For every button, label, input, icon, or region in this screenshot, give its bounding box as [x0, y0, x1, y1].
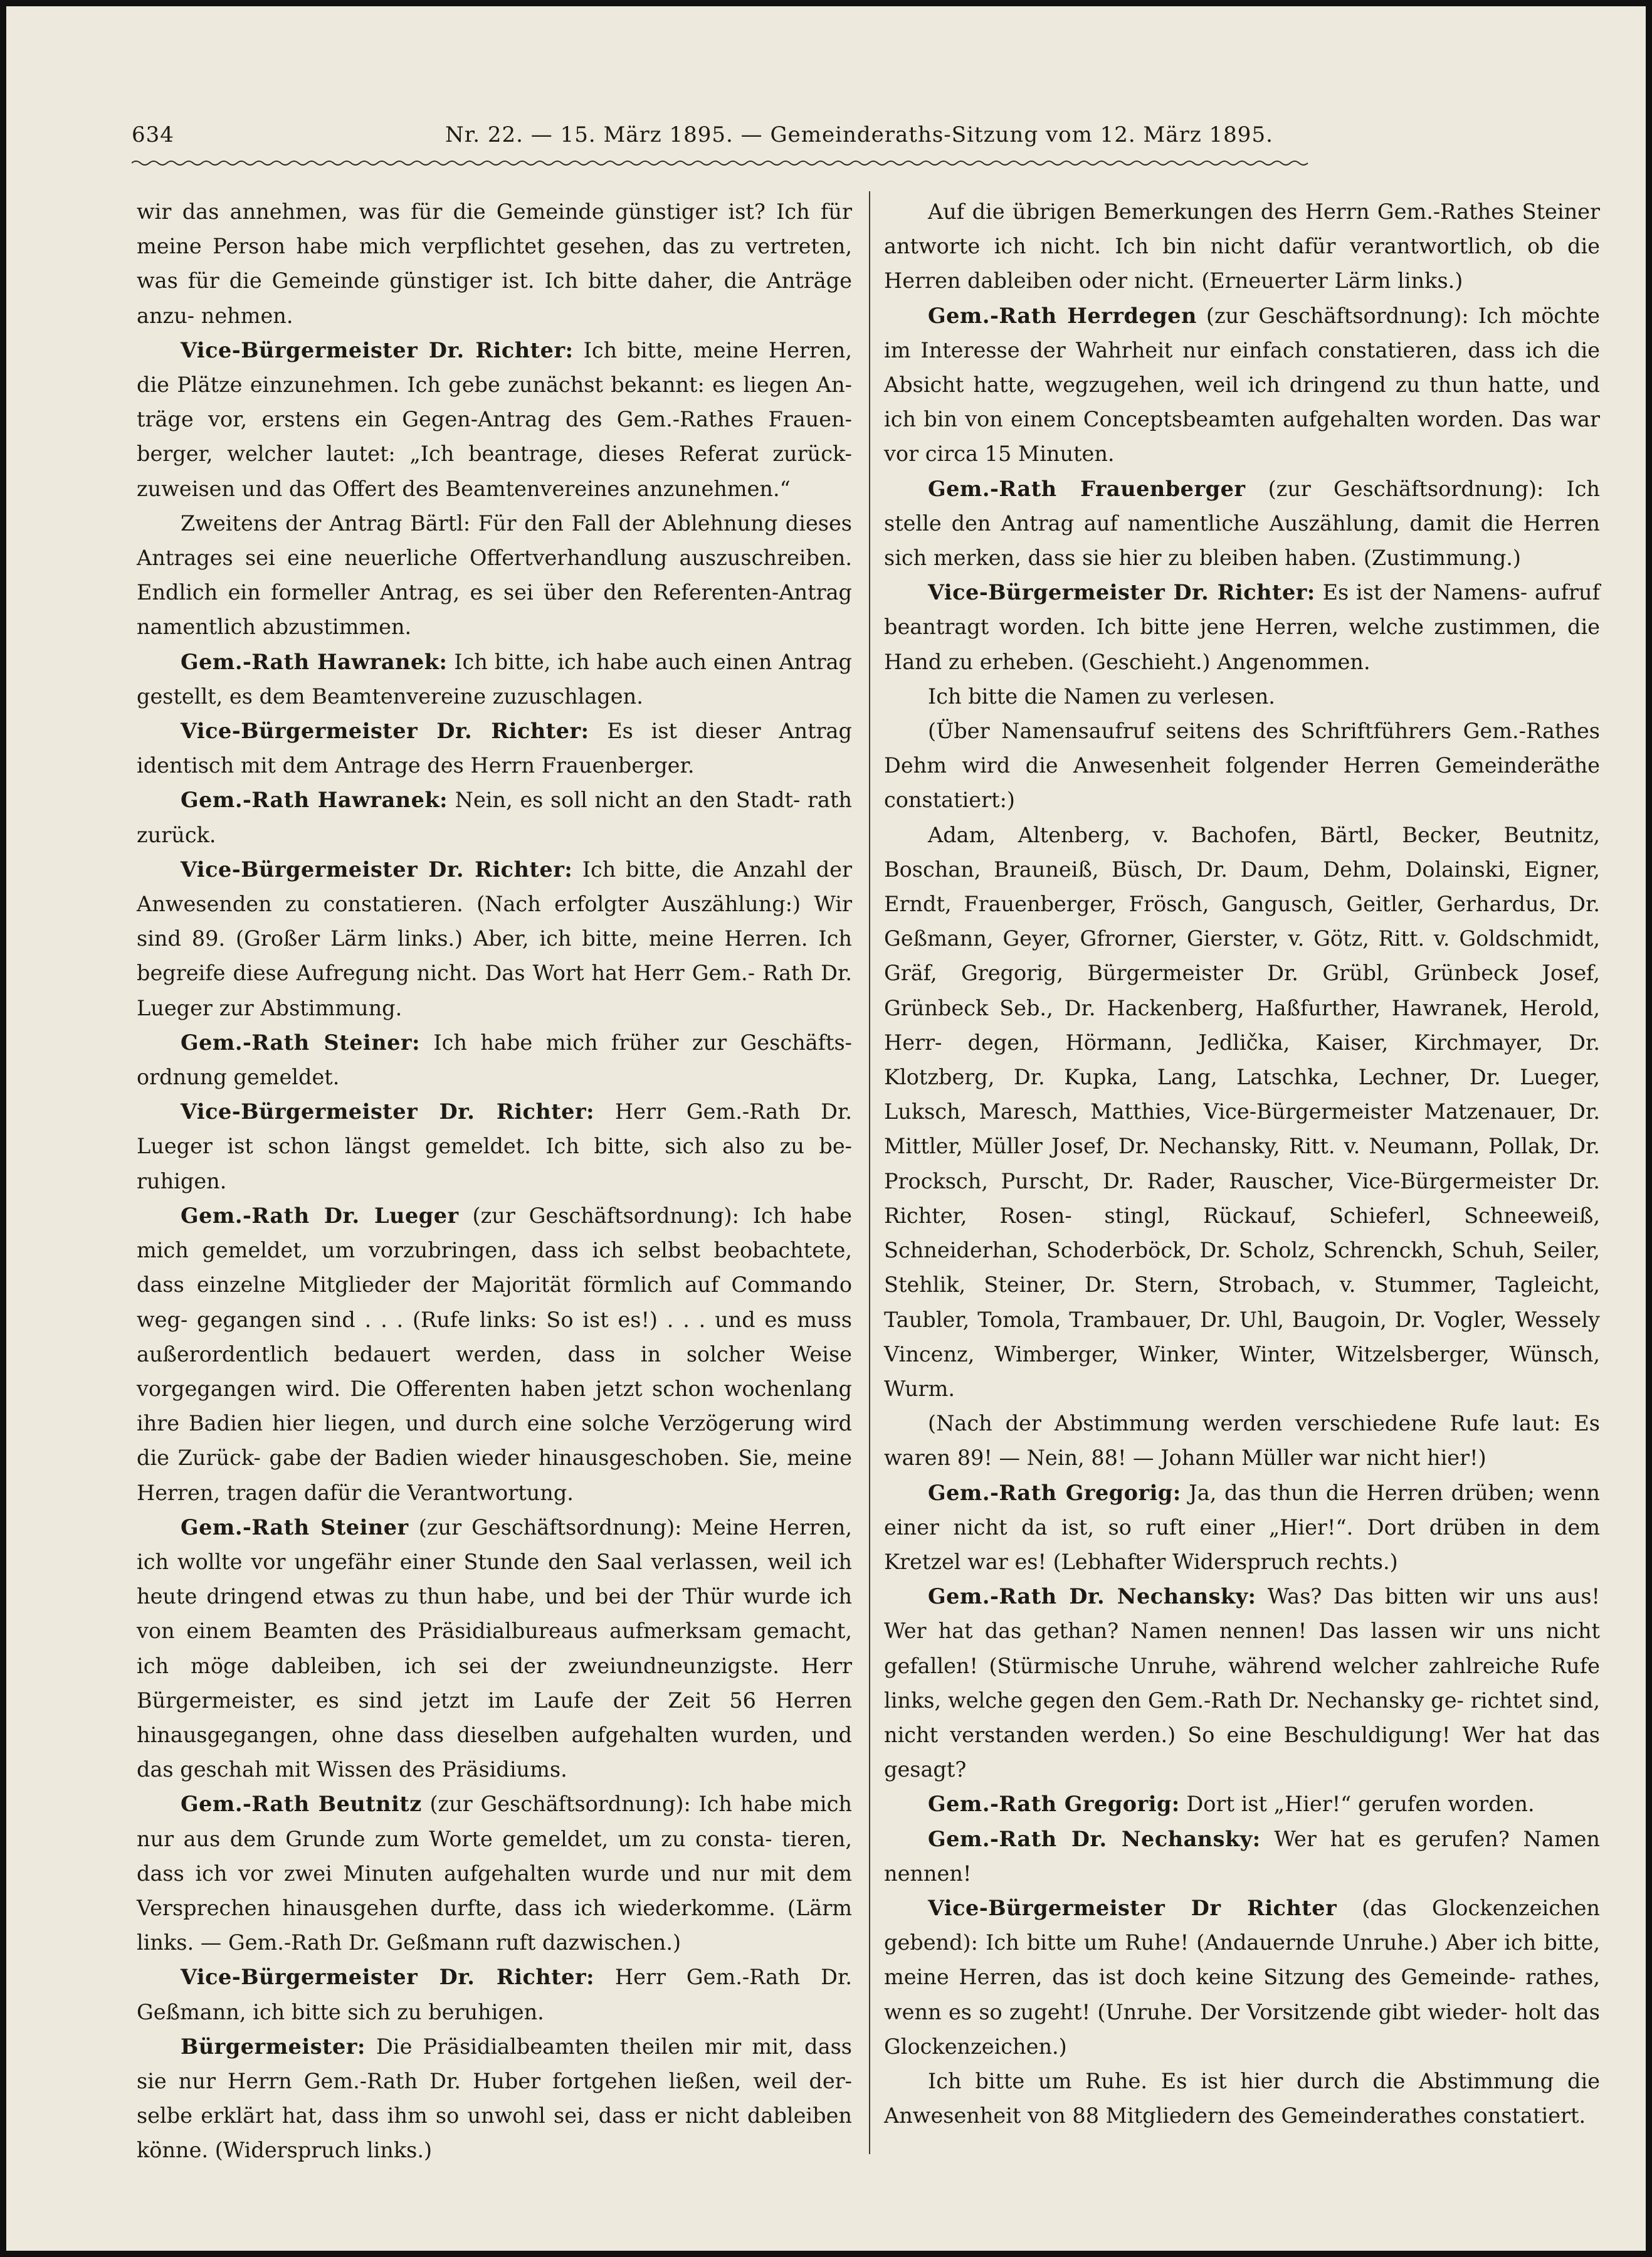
- paragraph-text: (Nach der Abstimmung werden verschiedene Rufe laut: Es waren 89! — Nein, 88! — Johann Müller war nicht hier!): [884, 1411, 1600, 1471]
- paragraph-text: Ich bitte, meine Herren, die Plätze einzunehmen. Ich gebe zunächst bekannt: es liegen An- träge vor, erstens ein Gegen-Antrag des Gem.-Rathes Frauen- berger, welcher lautet: „Ich beantrage, dieses Referat zurück- zuweisen und das Offert des Beamtenvereines anzunehmen.“: [137, 337, 852, 501]
- speaker-name: Vice-Bürgermeister Dr Richter: [928, 1895, 1337, 1920]
- paragraph-text: (zur Geschäftsordnung): Meine Herren, ich wollte vor ungefähr einer Stunde den Saal verlassen, weil ich heute dringend etwas zu thun habe, und bei der Thür wurde ich von einem Beamten des Präsidialbureaus aufmerksam gemacht, ich möge dableiben, ich sei der zweiundneunzigste. Herr Bürgermeister, es sind jetzt im Laufe der Zeit 56 Herren hinausgegangen, ohne dass dieselben aufgehalten wurden, und das geschah mit Wissen des Präsidiums.: [137, 1514, 852, 1782]
- paragraph-text: Ich bitte um Ruhe. Es ist hier durch die Abstimmung die Anwesenheit von 88 Mitgliedern des Gemeinderathes constatiert.: [884, 2068, 1600, 2128]
- paragraph: [884, 1822, 1600, 1891]
- speaker-name: Gem.-Rath Frauenberger: [928, 476, 1246, 501]
- paragraph: [884, 299, 1600, 472]
- paragraph-text: Was? Das bitten wir uns aus! Wer hat das gethan? Namen nennen! Das lassen wir uns nicht gefallen! (Stürmische Unruhe, während welcher zahlreiche Rufe links, welche gegen den Gem.-Rath Dr. Nechansky ge- richtet sind, nicht verstanden werden.) So eine Beschuldigung! Wer hat das gesagt?: [884, 1584, 1600, 1782]
- paragraph-text: Dort ist „Hier!“ gerufen worden.: [1179, 1792, 1535, 1817]
- paragraph-text: Ich bitte, die Anzahl der Anwesenden zu constatieren. (Nach erfolgter Auszählung:) Wir sind 89. (Großer Lärm links.) Aber, ich bitte, meine Herren. Ich begreife diese Aufregung nicht. Das Wort hat Herr Gem.- Rath Dr. Lueger zur Abstimmung.: [137, 857, 852, 1020]
- paragraph-text: Ich habe mich früher zur Geschäfts- ordnung gemeldet.: [137, 1030, 853, 1090]
- paragraph-text: Nein, es soll nicht an den Stadt- rath zurück.: [137, 788, 853, 847]
- paragraph: [137, 1198, 852, 1510]
- speaker-name: Vice-Bürgermeister Dr. Richter:: [181, 1099, 595, 1124]
- paragraph-text: Zweitens der Antrag Bärtl: Für den Fall der Ablehnung dieses Antrages sei eine neuerliche Offertverhandlung auszuschreiben. Endlich ein formeller Antrag, es sei über den Referenten-Antrag namentlich abzustimmen.: [137, 510, 852, 640]
- paragraph: [884, 1476, 1600, 1580]
- right-column: [884, 194, 1600, 2133]
- paragraph: [884, 1406, 1600, 1475]
- paragraph-text: Es ist der Namens- aufruf beantragt worden. Ich bitte jene Herren, welche zustimmen, die Hand zu erheben. (Geschieht.) Angenommen.: [884, 580, 1600, 674]
- paragraph: [137, 714, 852, 783]
- paragraph-text: (zur Geschäftsordnung): Ich habe mich nur aus dem Grunde zum Worte gemeldet, um zu consta- tieren, dass ich vor zwei Minuten aufgehalten wurde und nur mit dem Versprechen hinausgehen durfte, dass ich wiederkomme. (Lärm links. — Gem.-Rath Dr. Geßmann ruft dazwischen.): [137, 1792, 852, 1955]
- page-header: [132, 122, 1310, 154]
- paragraph-text: (Über Namensaufruf seitens des Schriftführers Gem.-Rathes Dehm wird die Anwesenheit folgender Herren Gemeinderäthe constatiert:): [884, 719, 1600, 813]
- left-column: [137, 194, 852, 2168]
- speaker-name: Gem.-Rath Hawranek:: [181, 649, 448, 674]
- paragraph: [137, 1094, 852, 1198]
- speaker-name: Gem.-Rath Dr. Nechansky:: [928, 1584, 1256, 1609]
- paragraph: [137, 1787, 852, 1960]
- speaker-name: Gem.-Rath Dr. Lueger: [181, 1203, 459, 1228]
- paragraph-text: Herr Gem.-Rath Dr. Geßmann, ich bitte sich zu beruhigen.: [137, 1965, 852, 2024]
- running-title: Nr. 22. — 15. März 1895. — Gemeinderaths-Sitzung vom 12. März 1895.: [445, 122, 1273, 147]
- page-number: 634: [132, 122, 174, 147]
- paragraph-text: Die Präsidialbeamten theilen mir mit, dass sie nur Herrn Gem.-Rath Dr. Huber fortgehen ließen, weil der- selbe erklärt hat, dass ihm so unwohl sei, dass er nicht dableiben könne. (Widerspruch links.): [137, 2034, 852, 2163]
- speaker-name: Gem.-Rath Beutnitz: [181, 1792, 422, 1817]
- paragraph-text: Auf die übrigen Bemerkungen des Herrn Gem.-Rathes Steiner antworte ich nicht. Ich bin nicht dafür verantwortlich, ob die Herren dableiben oder nicht. (Erneuerter Lärm links.): [884, 199, 1600, 293]
- paragraph: [884, 1579, 1600, 1787]
- paragraph-text: (zur Geschäftsordnung): Ich stelle den Antrag auf namentliche Auszählung, damit die Herren sich merken, dass sie hier zu bleiben haben. (Zustimmung.): [884, 476, 1600, 571]
- speaker-name: Bürgermeister:: [181, 2034, 366, 2059]
- paragraph: [137, 645, 852, 714]
- paragraph-text: (zur Geschäftsordnung): Ich habe mich gemeldet, um vorzubringen, dass ich selbst beobachtete, dass einzelne Mitglieder der Majorität förmlich auf Commando weg- gegangen sind . . . (Rufe links: So ist es!) . . . und es muss außerordentlich bedauert werden, dass in solcher Weise vorgegangen wird. Die Offerenten haben jetzt schon wochenlang ihre Badien hier liegen, und durch eine solche Verzögerung wird die Zurück- gabe der Badien wieder hinausgeschoben. Sie, meine Herren, tragen dafür die Verantwortung.: [137, 1203, 853, 1505]
- paragraph: [884, 2064, 1600, 2133]
- paragraph: [137, 783, 852, 852]
- speaker-name: Gem.-Rath Herrdegen: [928, 303, 1197, 328]
- speaker-name: Gem.-Rath Gregorig:: [928, 1480, 1181, 1505]
- speaker-name: Vice-Bürgermeister Dr. Richter:: [928, 580, 1315, 605]
- paragraph: [884, 714, 1600, 818]
- speaker-name: Gem.-Rath Dr. Nechansky:: [928, 1826, 1261, 1851]
- speaker-name: Vice-Bürgermeister Dr. Richter:: [181, 719, 589, 744]
- paragraph: [884, 575, 1600, 679]
- paragraph-text: Adam, Altenberg, v. Bachofen, Bärtl, Becker, Beutnitz, Boschan, Brauneiß, Büsch, Dr. Daum, Dehm, Dolainski, Eigner, Erndt, Frauenberger, Frösch, Gangusch, Geitler, Gerhardus, Dr. Geßmann, Geyer, Gfrorner, Gierster, v. Götz, Ritt. v. Goldschmidt, Gräf, Gregorig, Bürgermeister Dr. Grübl, Grünbeck Josef, Grünbeck Seb., Dr. Hackenberg, Haßfurther, Hawranek, Herold, Herr- degen, Hörmann, Jedlička, Kaiser, Kirchmayer, Dr. Klotzberg, Dr. Kupka, Lang, Latschka, Lechner, Dr. Lueger, Luksch, Maresch, Matthies, Vice-Bürgermeister Matzenauer, Dr. Mittler, Müller Josef, Dr. Nechansky, Ritt. v. Neumann, Pollak, Dr. Procksch, Purscht, Dr. Rader, Rauscher, Vice-Bürgermeister Dr. Richter, Rosen- stingl, Rückauf, Schieferl, Schneeweiß, Schneiderhan, Schoderböck, Dr. Scholz, Schrenckh, Schuh, Seiler, Stehlik, Steiner, Dr. Stern, Strobach, v. Stummer, Tagleicht, Taubler, Tomola, Trambauer, Dr. Uhl, Baugoin, Dr. Vogler, Wessely Vincenz, Wimberger, Winker, Winter, Witzelsberger, Wünsch, Wurm.: [884, 822, 1600, 1401]
- paragraph: [137, 2029, 852, 2168]
- paragraph-text: Ja, das thun die Herren drüben; wenn einer nicht da ist, so ruft einer „Hier!“. Dort drüben in dem Kretzel war es! (Lebhafter Widerspruch rechts.): [884, 1480, 1600, 1574]
- paragraph-text: Es ist dieser Antrag identisch mit dem Antrage des Herrn Frauenberger.: [137, 719, 852, 778]
- paragraph-text: (zur Geschäftsordnung): Ich möchte im Interesse der Wahrheit nur einfach constatieren, dass ich die Absicht hatte, wegzugehen, weil ich dringend zu thun hatte, und ich bin von einem Conceptsbeamten aufgehalten worden. Das war vor circa 15 Minuten.: [884, 303, 1601, 467]
- paragraph: [137, 1510, 852, 1787]
- paragraph: [137, 333, 852, 506]
- speaker-name: Vice-Bürgermeister Dr. Richter:: [181, 1965, 595, 1990]
- speaker-name: Vice-Bürgermeister Dr. Richter:: [181, 337, 574, 362]
- paragraph-text: (das Glockenzeichen gebend): Ich bitte um Ruhe! (Andauernde Unruhe.) Aber ich bitte, meine Herren, das ist doch keine Sitzung des Gemeinde- rathes, wenn es so zugeht! (Unruhe. Der Vorsitzende gibt wieder- holt das Glockenzeichen.): [884, 1895, 1600, 2059]
- paragraph: [884, 472, 1600, 576]
- paragraph-text: Herr Gem.-Rath Dr. Lueger ist schon längst gemeldet. Ich bitte, sich also zu be- ruhigen.: [137, 1099, 852, 1193]
- paragraph-text: wir das annehmen, was für die Gemeinde günstiger ist? Ich für meine Person habe mich verpflichtet gesehen, das zu vertreten, was für die Gemeinde günstiger ist. Ich bitte daher, die Anträge anzu- nehmen.: [137, 199, 852, 328]
- paragraph: [137, 1025, 852, 1094]
- decorative-wavy-rule: [132, 159, 1310, 167]
- attendance-list: [884, 818, 1600, 1406]
- speaker-name: Gem.-Rath Hawranek:: [181, 788, 448, 813]
- paragraph: [884, 1891, 1600, 2064]
- paragraph: [884, 679, 1600, 714]
- paragraph: [884, 194, 1600, 299]
- paragraph-text: Ich bitte, ich habe auch einen Antrag gestellt, es dem Beamtenvereine zuzuschlagen.: [137, 649, 852, 709]
- column-divider: [869, 191, 870, 2154]
- speaker-name: Gem.-Rath Gregorig:: [928, 1792, 1180, 1817]
- paragraph: [137, 1960, 852, 2029]
- paragraph: [137, 506, 852, 645]
- paragraph: [137, 194, 852, 333]
- paragraph-text: Wer hat es gerufen? Namen nennen!: [884, 1826, 1600, 1886]
- paragraph: [884, 1787, 1600, 1821]
- speaker-name: Vice-Bürgermeister Dr. Richter:: [181, 857, 573, 882]
- speaker-name: Gem.-Rath Steiner: [181, 1514, 409, 1540]
- speaker-name: Gem.-Rath Steiner:: [181, 1030, 420, 1055]
- paragraph-text: Ich bitte die Namen zu verlesen.: [928, 684, 1275, 709]
- paragraph: [137, 852, 852, 1025]
